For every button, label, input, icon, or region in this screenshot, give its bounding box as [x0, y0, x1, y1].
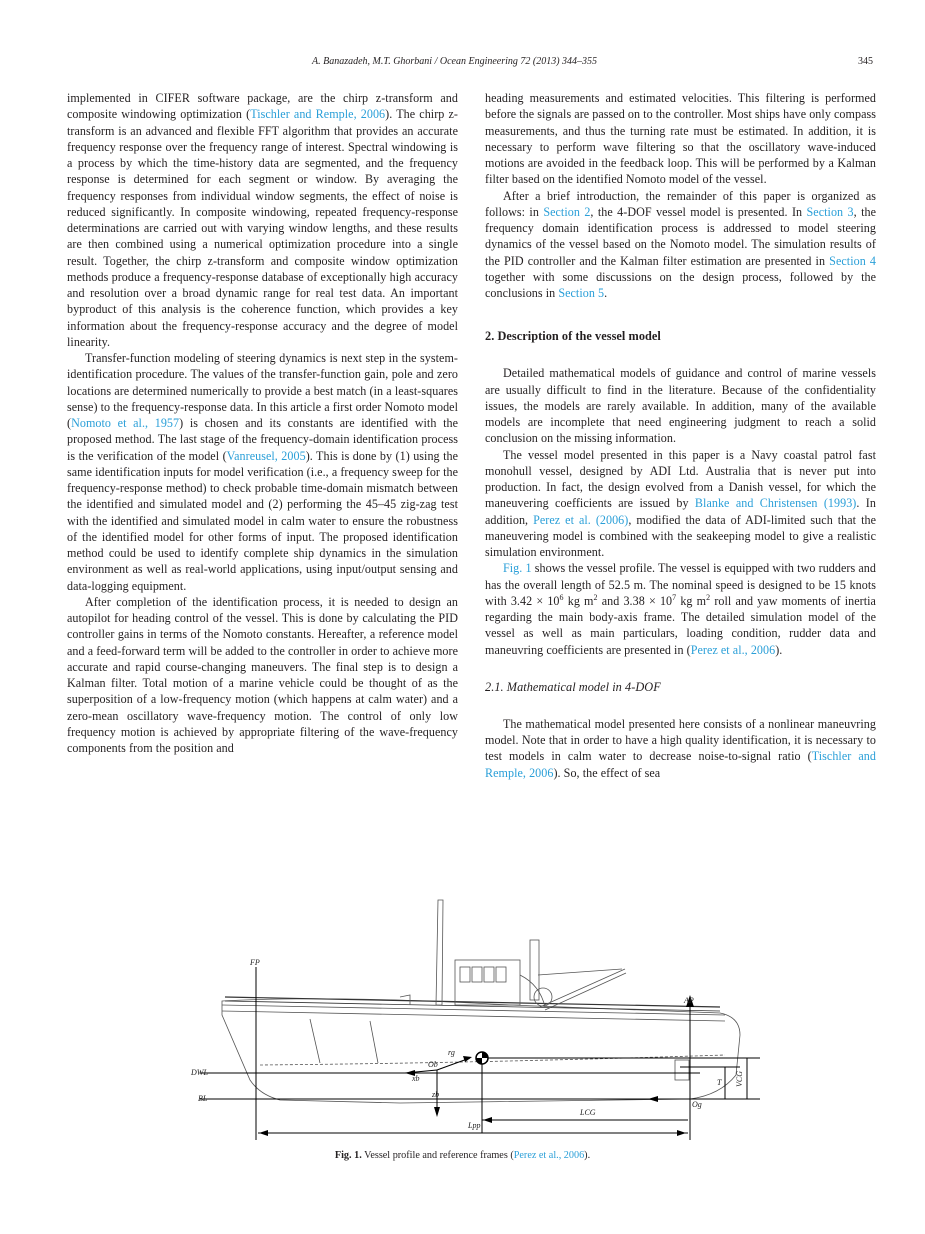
paragraph — [485, 188, 876, 302]
text: together with some discussions on the design process, followed by the conclusions in — [485, 269, 876, 300]
paragraph — [67, 90, 458, 350]
label-ob: Ob — [428, 1060, 438, 1069]
text: After a brief introduction, the remainder of this paper is organized as follows: in — [485, 188, 876, 219]
paragraph — [485, 90, 876, 188]
caption-end: ). — [584, 1150, 591, 1161]
label-zb: zb — [432, 1090, 440, 1099]
citation-link[interactable]: Perez et al. (2006) — [533, 512, 629, 527]
label-lcg: LCG — [580, 1108, 596, 1117]
label-ap: AP — [684, 996, 694, 1005]
text: ). This is done by (1) using the same identification inputs for model verification (i.e., a frequency sweep for the frequency-response method) to check probable time-domain mismatch between the identified and simulated model and (2) performing the 45–45 zig-zag test with the identified and simulated model in calm water to ensure the robustness of the identified model for other forms of input. The proposed identification method could be used to identify complete ship dynamics in the simulation environment as well as real-world applications, using input/output sensing and data-logging equipment. — [67, 448, 459, 593]
citation-link[interactable]: Tischler and Remple, 2006 — [485, 749, 876, 780]
running-title: A. Banazadeh, M.T. Ghorbani / Ocean Engineering 72 (2013) 344–355 — [312, 56, 598, 67]
text: and 3.38 × 10 — [597, 593, 673, 608]
page-number: 345 — [858, 56, 873, 67]
exponent: 2 — [706, 592, 711, 602]
text: roll and yaw moments of inertia regarding the main body-axis frame. The detailed simulation model of the vessel as well as main particulars, loading condition, rudder data and maneuvring coefficients are presented in ( — [485, 593, 876, 657]
exponent: 2 — [593, 592, 598, 602]
text: kg m — [676, 593, 707, 608]
citation-link[interactable]: Perez et al., 2006 — [513, 1150, 585, 1161]
paragraph — [485, 447, 876, 561]
text: The vessel model presented in this paper is a Navy coastal patrol fast monohull vessel, designed by ADI Ltd. Australia that is never put into production. In fact, the design evolved from a Danish vessel, for which the maneuvering coefficients are issued by — [485, 447, 876, 511]
section-link[interactable]: Section 3 — [806, 204, 854, 219]
label-xb: xb — [412, 1074, 420, 1083]
left-column — [67, 90, 458, 756]
label-bl: BL — [198, 1094, 208, 1103]
vessel-profile-figure — [180, 895, 760, 1145]
text: , the 4-DOF vessel model is presented. In — [590, 204, 807, 219]
label-lpp: Lpp — [468, 1121, 481, 1130]
text: Transfer-function modeling of steering dynamics is next step in the system-identification procedure. The values of the transfer-function gain, pole and zero locations are determined numerically to provide a best match (in a least-squares sense) to the frequency-response data. In this article a first order Nomoto model ( — [67, 351, 458, 430]
text: Detailed mathematical models of guidance and control of marine vessels are usually difficult to find in the literature. Because of the confidentiality issues, the models are rarely available. In addition, many of the available models are incomplete that need engineering judgment to reach a solid conclusion on the missing information. — [485, 366, 876, 446]
text: . In addition, — [485, 496, 876, 527]
label-vcg: VCG — [735, 1071, 744, 1087]
text: implemented in CIFER software package, are the chirp z-transform and composite windowing optimization ( — [67, 91, 458, 122]
exponent: 6 — [559, 592, 564, 602]
label-og: Og — [692, 1100, 702, 1109]
text: , the frequency domain identification process is addressed to model steering dynamics of the vessel based on the Nomoto model. The simulation results of the PID controller and the Kalman filter estimation are presented in — [485, 204, 877, 268]
right-column — [485, 90, 876, 781]
label-fp: FP — [250, 958, 260, 967]
section-link[interactable]: Section 4 — [829, 253, 876, 268]
caption-text: Vessel profile and reference frames ( — [361, 1150, 514, 1161]
caption-label: Fig. 1. — [334, 1150, 362, 1161]
text: ) is chosen and its constants are identified with the proposed method. The last stage of the frequency-domain identification process is the verification of the model ( — [67, 416, 458, 463]
text: After completion of the identification process, it is needed to design an autopilot for heading control of the vessel. This is done by calculating the PID controller gains in terms of the Nomoto constants. Hereafter, a reference model and a feed-forward term will be added to the controller in order to achieve more accurate and rapid course-changing maneuvers. The final step is to design a Kalman filter. Total motion of a marine vehicle could be thought of as the superposition of a low-frequency motion (which happens at calm water) and a zero-mean oscillatory wave-frequency motion. The control of only low frequency motion is achieved by appropriate filtering of the wave-frequency components from the position and — [67, 594, 458, 755]
label-rg: rg — [448, 1048, 455, 1057]
figure-caption — [0, 1150, 925, 1161]
text: , modified the data of ADI-limited such that the maneuvering model is combined with the seakeeping model to give a realistic simulation environment. — [485, 512, 876, 559]
citation-link[interactable]: Nomoto et al., 1957 — [71, 416, 180, 430]
label-t: T — [717, 1078, 722, 1087]
text: . — [604, 286, 608, 300]
exponent: 7 — [672, 592, 677, 602]
label-dwl: DWL — [191, 1068, 208, 1077]
citation-link[interactable]: Tischler and Remple, 2006 — [250, 107, 386, 122]
text: kg m — [563, 593, 594, 608]
section-link[interactable]: Section 2 — [543, 204, 591, 219]
section-heading: 2. Description of the vessel model — [485, 329, 661, 344]
paragraph — [67, 350, 458, 594]
text: heading measurements and estimated velocities. This filtering is performed before the signals are passed on to the controller. Most ships have only compass measurements, and thus the turning rate must be estimated. In addition, it is necessary to perform wave filtering so that the oscillatory wave-induced motions are avoided in the feedback loop. This will be performed by a Kalman filter based on the identified Nomoto model of the vessel. — [485, 91, 876, 187]
text: shows the vessel profile. The vessel is equipped with two rudders and has the overall length of 52.5 m. The nominal speed is designed to be 15 knots with 3.42 × 10 — [485, 561, 876, 608]
paragraph — [485, 365, 876, 446]
text: ). — [775, 642, 783, 657]
vessel-profile-drawing — [180, 895, 760, 1145]
running-header — [0, 56, 925, 70]
citation-link[interactable]: Blanke and Christensen (1993) — [694, 496, 857, 511]
citation-link[interactable]: Vanreusel, 2005 — [226, 448, 306, 463]
text: The mathematical model presented here consists of a nonlinear maneuvring model. Note that in order to have a high quality identification, it is necessary to test models in calm water to decrease noise-to-signal ratio ( — [485, 716, 876, 764]
text: ). So, the effect of sea — [553, 765, 661, 780]
figure-link[interactable]: Fig. 1 — [503, 561, 532, 576]
subsection-heading: 2.1. Mathematical model in 4-DOF — [485, 679, 661, 694]
paragraph — [67, 594, 458, 757]
paragraph — [485, 560, 876, 658]
section-link[interactable]: Section 5 — [558, 286, 605, 300]
text: ). The chirp z-transform is an advanced and flexible FFT algorithm that provides an accurate frequency response over the frequency range of interest. Spectral windowing is a process by which the time-history data are segmented, and the frequency response is determined for each segment or window. By averaging the frequency responses from individual window segments, the effect of noise is reduced significantly. In composite windowing, repeated frequency-response determinations are carried out with varying window lengths, and these results are then combined using a numerical optimization procedure into a single result. Together, the chirp z-transform and composite window optimization methods produce a frequency-response database of exceptionally high accuracy and resolution over a broad dynamic range for real test data. An important byproduct of this analysis is the coherence function, which provides a key information about the frequency-response accuracy and the degree of model linearity. — [67, 107, 458, 349]
paragraph — [485, 716, 876, 781]
citation-link[interactable]: Perez et al., 2006 — [690, 642, 776, 657]
